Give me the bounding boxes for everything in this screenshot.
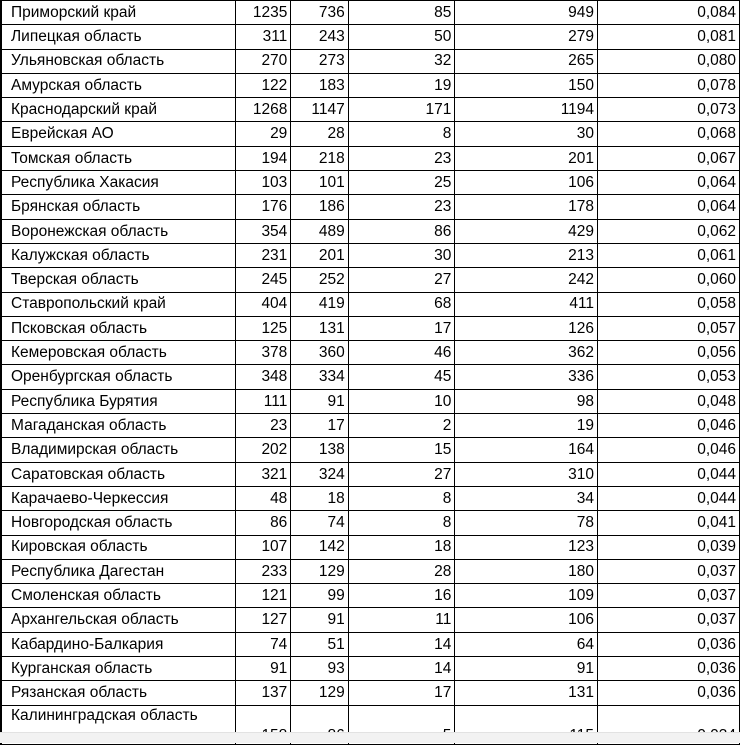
value-col-4-cell: 68 xyxy=(348,292,455,316)
table-row xyxy=(1,559,740,583)
table-row xyxy=(1,73,740,97)
value-col-4-cell: 50 xyxy=(348,25,455,49)
ratio-col-6-cell: 0,060 xyxy=(598,268,740,292)
ratio-col-6-cell: 0,037 xyxy=(598,608,740,632)
value-col-4-cell: 8 xyxy=(348,122,455,146)
value-col-4-cell: 23 xyxy=(348,195,455,219)
region-name-cell: Республика Бурятия xyxy=(1,389,235,413)
value-col-5-cell: 64 xyxy=(455,632,598,656)
value-col-5-cell: 310 xyxy=(455,462,598,486)
ratio-col-6-cell: 0,064 xyxy=(598,171,740,195)
table-row xyxy=(1,535,740,559)
ratio-col-6-cell: 0,081 xyxy=(598,25,740,49)
region-name-cell: Новгородская область xyxy=(1,511,235,535)
table-row xyxy=(1,414,740,438)
value-col-2-cell: 107 xyxy=(235,535,291,559)
ratio-col-6-cell: 0,036 xyxy=(598,681,740,705)
value-col-3-cell: 252 xyxy=(291,268,348,292)
value-col-3-cell: 183 xyxy=(291,73,348,97)
value-col-2-cell: 103 xyxy=(235,171,291,195)
table-row xyxy=(1,657,740,681)
region-name-cell: Республика Дагестан xyxy=(1,559,235,583)
value-col-3-cell: 138 xyxy=(291,438,348,462)
ratio-col-6-cell: 0,068 xyxy=(598,122,740,146)
ratio-col-6-cell: 0,061 xyxy=(598,243,740,267)
value-col-5-cell: 106 xyxy=(455,608,598,632)
value-col-5-cell: 164 xyxy=(455,438,598,462)
region-name-cell: Республика Хакасия xyxy=(1,171,235,195)
table-row xyxy=(1,632,740,656)
ratio-col-6-cell: 0,078 xyxy=(598,73,740,97)
value-col-5-cell: 242 xyxy=(455,268,598,292)
table-row xyxy=(1,316,740,340)
region-name-cell: Приморский край xyxy=(1,1,235,25)
table-row xyxy=(1,268,740,292)
table-row xyxy=(1,25,740,49)
value-col-2-cell: 202 xyxy=(235,438,291,462)
table-row xyxy=(1,511,740,535)
ratio-col-6-cell: 0,057 xyxy=(598,316,740,340)
value-col-5-cell: 126 xyxy=(455,316,598,340)
region-name-cell: Ставропольский край xyxy=(1,292,235,316)
value-col-5-cell: 1194 xyxy=(455,98,598,122)
ratio-col-6-cell: 0,046 xyxy=(598,414,740,438)
ratio-col-6-cell: 0,036 xyxy=(598,632,740,656)
value-col-4-cell: 15 xyxy=(348,438,455,462)
region-name-cell: Краснодарский край xyxy=(1,98,235,122)
value-col-5-cell: 123 xyxy=(455,535,598,559)
value-col-2-cell: 23 xyxy=(235,414,291,438)
value-col-4-cell: 8 xyxy=(348,511,455,535)
value-col-2-cell: 122 xyxy=(235,73,291,97)
region-name-cell: Рязанская область xyxy=(1,681,235,705)
ratio-col-6-cell: 0,084 xyxy=(598,1,740,25)
value-col-5-cell: 180 xyxy=(455,559,598,583)
value-col-5-cell: 949 xyxy=(455,1,598,25)
table-row xyxy=(1,438,740,462)
value-col-5-cell: 429 xyxy=(455,219,598,243)
value-col-2-cell: 348 xyxy=(235,365,291,389)
ratio-col-6-cell: 0,073 xyxy=(598,98,740,122)
value-col-2-cell: 321 xyxy=(235,462,291,486)
value-col-3-cell: 91 xyxy=(291,389,348,413)
value-col-5-cell: 201 xyxy=(455,146,598,170)
table-row xyxy=(1,122,740,146)
value-col-4-cell: 14 xyxy=(348,657,455,681)
value-col-5-cell: 336 xyxy=(455,365,598,389)
table-row xyxy=(1,1,740,25)
value-col-5-cell: 91 xyxy=(455,657,598,681)
value-col-3-cell: 17 xyxy=(291,414,348,438)
value-col-2-cell: 233 xyxy=(235,559,291,583)
value-col-3-cell: 360 xyxy=(291,341,348,365)
value-col-3-cell: 131 xyxy=(291,316,348,340)
table-row xyxy=(1,486,740,510)
ratio-col-6-cell: 0,046 xyxy=(598,438,740,462)
value-col-5-cell: 78 xyxy=(455,511,598,535)
region-name-cell: Ульяновская область xyxy=(1,49,235,73)
value-col-3-cell: 1147 xyxy=(291,98,348,122)
value-col-3-cell: 51 xyxy=(291,632,348,656)
value-col-2-cell: 1268 xyxy=(235,98,291,122)
value-col-4-cell: 85 xyxy=(348,1,455,25)
table-row xyxy=(1,389,740,413)
ratio-col-6-cell: 0,037 xyxy=(598,559,740,583)
region-name-cell: Владимирская область xyxy=(1,438,235,462)
value-col-5-cell: 19 xyxy=(455,414,598,438)
value-col-2-cell: 74 xyxy=(235,632,291,656)
ratio-col-6-cell: 0,044 xyxy=(598,486,740,510)
value-col-3-cell: 324 xyxy=(291,462,348,486)
value-col-4-cell: 10 xyxy=(348,389,455,413)
region-name-cell: Архангельская область xyxy=(1,608,235,632)
value-col-5-cell: 98 xyxy=(455,389,598,413)
value-col-5-cell: 213 xyxy=(455,243,598,267)
table-row xyxy=(1,584,740,608)
value-col-3-cell: 129 xyxy=(291,559,348,583)
region-name-cell: Еврейская АО xyxy=(1,122,235,146)
value-col-3-cell: 243 xyxy=(291,25,348,49)
value-col-3-cell: 273 xyxy=(291,49,348,73)
value-col-2-cell: 91 xyxy=(235,657,291,681)
value-col-4-cell: 30 xyxy=(348,243,455,267)
value-col-2-cell: 176 xyxy=(235,195,291,219)
region-name-cell: Курганская область xyxy=(1,657,235,681)
ratio-col-6-cell: 0,044 xyxy=(598,462,740,486)
ratio-col-6-cell: 0,036 xyxy=(598,657,740,681)
value-col-3-cell: 91 xyxy=(291,608,348,632)
value-col-3-cell: 334 xyxy=(291,365,348,389)
value-col-2-cell: 194 xyxy=(235,146,291,170)
table-row xyxy=(1,219,740,243)
region-name-cell: Кемеровская область xyxy=(1,341,235,365)
value-col-4-cell: 8 xyxy=(348,486,455,510)
value-col-2-cell: 125 xyxy=(235,316,291,340)
ratio-col-6-cell: 0,064 xyxy=(598,195,740,219)
table-row xyxy=(1,243,740,267)
table-row xyxy=(1,341,740,365)
value-col-4-cell: 16 xyxy=(348,584,455,608)
value-col-5-cell: 150 xyxy=(455,73,598,97)
value-col-2-cell: 121 xyxy=(235,584,291,608)
value-col-4-cell: 171 xyxy=(348,98,455,122)
value-col-3-cell: 101 xyxy=(291,171,348,195)
region-name-cell: Магаданская область xyxy=(1,414,235,438)
value-col-5-cell: 178 xyxy=(455,195,598,219)
value-col-4-cell: 17 xyxy=(348,316,455,340)
ratio-col-6-cell: 0,056 xyxy=(598,341,740,365)
value-col-3-cell: 419 xyxy=(291,292,348,316)
value-col-5-cell: 30 xyxy=(455,122,598,146)
table-row xyxy=(1,292,740,316)
value-col-2-cell: 86 xyxy=(235,511,291,535)
value-col-3-cell: 129 xyxy=(291,681,348,705)
value-col-3-cell: 74 xyxy=(291,511,348,535)
value-col-5-cell: 362 xyxy=(455,341,598,365)
value-col-3-cell: 736 xyxy=(291,1,348,25)
table-row xyxy=(1,608,740,632)
region-name-cell: Оренбургская область xyxy=(1,365,235,389)
value-col-4-cell: 28 xyxy=(348,559,455,583)
value-col-2-cell: 137 xyxy=(235,681,291,705)
value-col-2-cell: 48 xyxy=(235,486,291,510)
value-col-4-cell: 27 xyxy=(348,268,455,292)
region-name-cell: Кировская область xyxy=(1,535,235,559)
value-col-2-cell: 231 xyxy=(235,243,291,267)
table-row xyxy=(1,146,740,170)
region-name-cell: Липецкая область xyxy=(1,25,235,49)
value-col-4-cell: 27 xyxy=(348,462,455,486)
ratio-col-6-cell: 0,041 xyxy=(598,511,740,535)
value-col-2-cell: 354 xyxy=(235,219,291,243)
value-col-2-cell: 111 xyxy=(235,389,291,413)
value-col-4-cell: 14 xyxy=(348,632,455,656)
table-row xyxy=(1,195,740,219)
table-body xyxy=(1,1,740,745)
value-col-4-cell: 23 xyxy=(348,146,455,170)
value-col-5-cell: 279 xyxy=(455,25,598,49)
value-col-4-cell: 18 xyxy=(348,535,455,559)
value-col-4-cell: 19 xyxy=(348,73,455,97)
value-col-5-cell: 131 xyxy=(455,681,598,705)
region-name-cell: Томская область xyxy=(1,146,235,170)
value-col-3-cell: 99 xyxy=(291,584,348,608)
value-col-5-cell: 265 xyxy=(455,49,598,73)
value-col-4-cell: 25 xyxy=(348,171,455,195)
value-col-4-cell: 2 xyxy=(348,414,455,438)
region-name-cell: Смоленская область xyxy=(1,584,235,608)
region-name-cell: Брянская область xyxy=(1,195,235,219)
value-col-4-cell: 46 xyxy=(348,341,455,365)
region-name-cell: Псковская область xyxy=(1,316,235,340)
ratio-col-6-cell: 0,062 xyxy=(598,219,740,243)
region-name-cell: Калужская область xyxy=(1,243,235,267)
value-col-5-cell: 106 xyxy=(455,171,598,195)
value-col-2-cell: 378 xyxy=(235,341,291,365)
value-col-5-cell: 109 xyxy=(455,584,598,608)
value-col-3-cell: 201 xyxy=(291,243,348,267)
value-col-2-cell: 311 xyxy=(235,25,291,49)
table-row xyxy=(1,462,740,486)
value-col-3-cell: 489 xyxy=(291,219,348,243)
ratio-col-6-cell: 0,037 xyxy=(598,584,740,608)
table-row xyxy=(1,681,740,705)
value-col-2-cell: 270 xyxy=(235,49,291,73)
value-col-4-cell: 86 xyxy=(348,219,455,243)
table-row xyxy=(1,49,740,73)
value-col-3-cell: 18 xyxy=(291,486,348,510)
value-col-2-cell: 29 xyxy=(235,122,291,146)
value-col-3-cell: 28 xyxy=(291,122,348,146)
region-name-cell: Калининградская область xyxy=(1,705,235,744)
value-col-5-cell: 34 xyxy=(455,486,598,510)
ratio-col-6-cell: 0,048 xyxy=(598,389,740,413)
region-name-cell: Саратовская область xyxy=(1,462,235,486)
value-col-4-cell: 17 xyxy=(348,681,455,705)
value-col-2-cell: 127 xyxy=(235,608,291,632)
value-col-3-cell: 186 xyxy=(291,195,348,219)
value-col-2-cell: 404 xyxy=(235,292,291,316)
value-col-4-cell: 45 xyxy=(348,365,455,389)
region-name-cell: Карачаево-Черкессия xyxy=(1,486,235,510)
ratio-col-6-cell: 0,053 xyxy=(598,365,740,389)
ratio-col-6-cell: 0,080 xyxy=(598,49,740,73)
value-col-3-cell: 93 xyxy=(291,657,348,681)
region-name-cell: Тверская область xyxy=(1,268,235,292)
value-col-2-cell: 1235 xyxy=(235,1,291,25)
table-row xyxy=(1,171,740,195)
region-name-cell: Воронежская область xyxy=(1,219,235,243)
value-col-5-cell: 411 xyxy=(455,292,598,316)
region-name-cell: Кабардино-Балкария xyxy=(1,632,235,656)
ratio-col-6-cell: 0,039 xyxy=(598,535,740,559)
ratio-col-6-cell: 0,067 xyxy=(598,146,740,170)
value-col-3-cell: 142 xyxy=(291,535,348,559)
ratio-col-6-cell: 0,058 xyxy=(598,292,740,316)
value-col-2-cell: 245 xyxy=(235,268,291,292)
value-col-3-cell: 218 xyxy=(291,146,348,170)
table-row xyxy=(1,98,740,122)
value-col-4-cell: 32 xyxy=(348,49,455,73)
region-name-cell: Амурская область xyxy=(1,73,235,97)
table-row xyxy=(1,365,740,389)
value-col-4-cell: 11 xyxy=(348,608,455,632)
page-bottom-edge xyxy=(0,732,740,743)
